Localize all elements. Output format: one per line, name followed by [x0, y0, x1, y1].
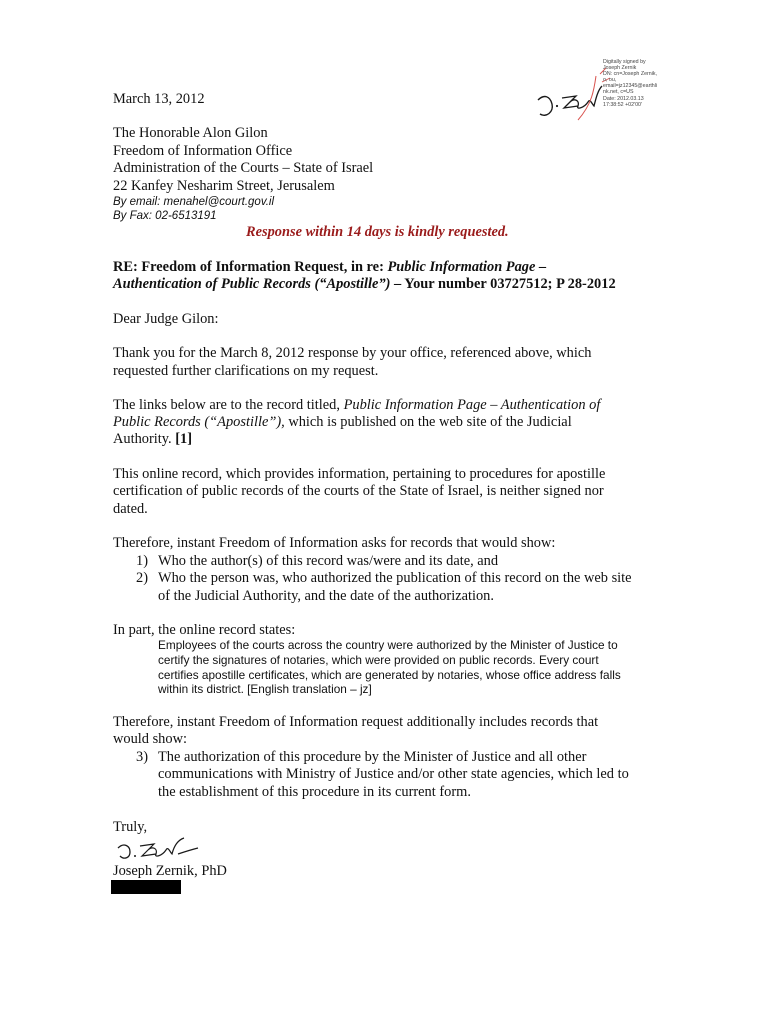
closing: Truly,	[113, 819, 148, 835]
recipient-agency: Administration of the Courts – State of Israel	[113, 160, 374, 176]
handwritten-signature	[114, 836, 202, 864]
letter-date: March 13, 2012	[113, 91, 205, 107]
record-title: Public Information Page – Authentication of	[343, 397, 601, 413]
re-line-1	[113, 259, 546, 277]
sig-line: nk.net, c=US	[603, 89, 634, 96]
p2-text: The links below are to the record titled,	[113, 397, 344, 413]
paragraph-line: This online record, which provides information, pertaining to procedures for apostille	[113, 466, 606, 482]
sig-line: Joseph Zernik	[603, 65, 637, 72]
paragraph-line: dated.	[113, 501, 148, 517]
paragraph-line: certification of public records of the courts of the State of Israel, is neither signed nor	[113, 483, 604, 499]
paragraph-line: Thank you for the March 8, 2012 response by your office, referenced above, which	[113, 345, 592, 361]
list-item-text: of the Judicial Authority, and the date of the authorization.	[158, 588, 494, 604]
sig-line: o, ou,	[603, 77, 617, 84]
redaction-box	[111, 880, 181, 894]
re-line-2	[113, 276, 616, 294]
digital-signature-text	[603, 59, 657, 108]
recipient-fax: By Fax: 02-6513191	[113, 210, 217, 222]
list-item-text: The authorization of this procedure by the Minister of Justice and all other	[158, 749, 587, 765]
re-subject: Public Information Page –	[387, 259, 547, 275]
p2-text: Authority.	[113, 431, 176, 447]
recipient-email: By email: menahel@court.gov.il	[113, 196, 275, 208]
quote-line: Employees of the courts across the country were authorized by the Minister of Justice to	[158, 638, 618, 652]
paragraph-line	[113, 397, 600, 415]
recipient-office: Freedom of Information Office	[113, 143, 293, 159]
quote-line: certifies apostille certificates, which are generated by notaries, whose office address falls	[158, 668, 621, 682]
list-item-text: communications with Ministry of Justice and/or other state agencies, which led to	[158, 766, 629, 782]
re-reference: – Your number 03727512; P 28-2012	[390, 276, 616, 292]
re-label: RE: Freedom of Information Request, in re:	[113, 259, 388, 275]
sig-line: DN: cn=Joseph Zernik,	[603, 71, 658, 78]
paragraph-line: In part, the online record states:	[113, 622, 296, 638]
record-title-cont: Public Records (“Apostille”),	[113, 414, 285, 430]
paragraph-line: Therefore, instant Freedom of Information request additionally includes records that	[113, 714, 599, 730]
list-number: 3)	[136, 749, 148, 765]
quote-line: certify the signatures of notaries, which were provided on public records. Every court	[158, 653, 599, 667]
paragraph-line	[113, 414, 572, 432]
quote-line: within its district. [English translation – jz]	[158, 682, 372, 696]
recipient-name: The Honorable Alon Gilon	[113, 125, 268, 141]
p2-text: which is published on the web site of the Judicial	[284, 414, 572, 430]
paragraph-line: would show:	[113, 731, 187, 747]
list-item-text: the establishment of this procedure in its current form.	[158, 784, 471, 800]
salutation: Dear Judge Gilon:	[113, 311, 219, 327]
footnote-ref: [1]	[175, 431, 193, 447]
paragraph-line: requested further clarifications on my request.	[113, 363, 379, 379]
sig-line: email=jz12345@earthli	[603, 83, 658, 90]
sig-line: Digitally signed by	[603, 59, 646, 65]
signer-name: Joseph Zernik, PhD	[113, 863, 227, 879]
recipient-address: 22 Kanfey Nesharim Street, Jerusalem	[113, 178, 335, 194]
list-number: 1)	[136, 553, 148, 569]
paragraph-line	[113, 431, 192, 449]
paragraph-line: Therefore, instant Freedom of Information asks for records that would show:	[113, 535, 556, 551]
sig-line: 17:38:52 +02'00'	[603, 101, 642, 108]
urgent-note: Response within 14 days is kindly requested.	[246, 224, 509, 240]
re-subject-cont: Authentication of Public Records (“Apostille”)	[113, 276, 391, 292]
sig-line: Date: 2012.03.13	[603, 95, 644, 102]
list-item-text: Who the person was, who authorized the publication of this record on the web site	[158, 570, 632, 586]
list-item-text: Who the author(s) of this record was/were and its date, and	[158, 553, 499, 569]
list-number: 2)	[136, 570, 148, 586]
